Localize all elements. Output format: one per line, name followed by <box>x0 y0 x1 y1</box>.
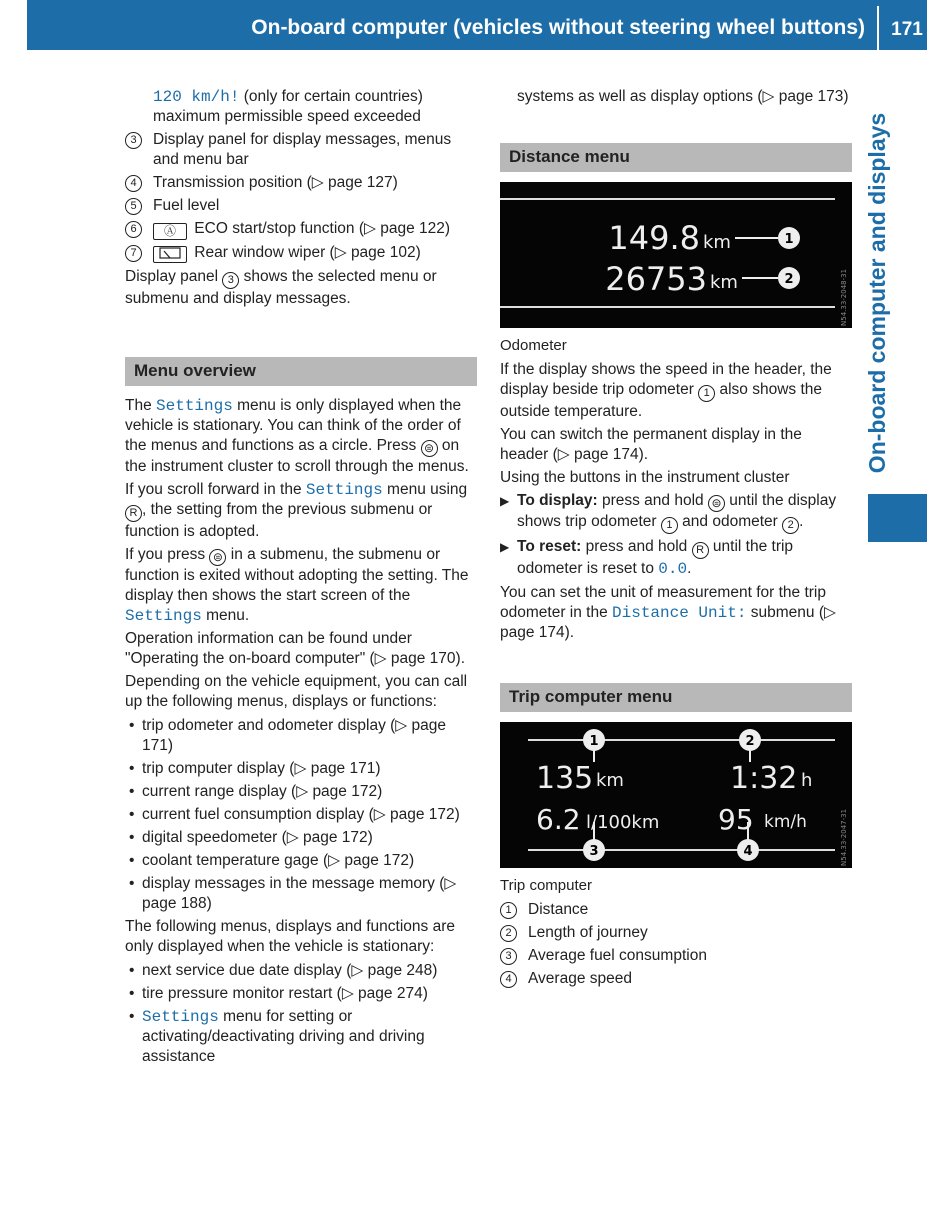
eco-start-stop-icon: Ⓐ <box>153 223 187 240</box>
chapter-tab-label: On-board computer and displays <box>864 112 890 473</box>
callout-number: 3 <box>589 844 599 859</box>
list-item: 4 Transmission position (▷ page 127) <box>125 173 477 193</box>
list-item: 5 Fuel level <box>125 196 477 216</box>
trip-computer-heading: Trip computer menu <box>500 683 852 712</box>
list-item: • current range display (▷ page 172) <box>125 782 477 802</box>
list-item: 4 Average speed <box>500 969 852 989</box>
avg-consumption-value: 6.2 <box>536 803 581 836</box>
list-item: • trip odometer and odometer display (▷ page 171) <box>125 716 477 756</box>
chapter-tab <box>862 100 892 485</box>
list-item: • digital speedometer (▷ page 172) <box>125 828 477 848</box>
list-item: • tire pressure monitor restart (▷ page 274) <box>125 984 477 1004</box>
callout-number: 4 <box>743 844 753 859</box>
intro-paragraph: 120 km/h! (only for certain countries) maximum permissible speed exceeded <box>153 88 423 125</box>
callout-number: 2 <box>784 272 794 287</box>
figure-code: N54.33-2048-31 <box>840 268 848 326</box>
paragraph: systems as well as display options (▷ page 173) <box>517 88 849 105</box>
total-odometer-value: 26753 <box>605 260 707 298</box>
list-item: • next service due date display (▷ page 248) <box>125 961 477 981</box>
reset-button-icon: R <box>692 542 709 559</box>
total-odometer-unit: km <box>710 272 738 293</box>
avg-speed-value: 95 <box>718 803 754 836</box>
speed-warning-text: 120 km/h! <box>153 88 240 106</box>
callout-number: 7 <box>125 245 142 262</box>
paragraph: If you scroll forward in the Settings menu using R , the setting from the previous submenu or function is adopted. <box>125 481 468 540</box>
trip-odometer-unit: km <box>703 232 731 253</box>
figure-caption: Trip computer <box>500 877 592 894</box>
list-item: • trip computer display (▷ page 171) <box>125 759 477 779</box>
paragraph: If you press ⊜ in a submenu, the submenu or function is exited without adopting the setting. The display then shows the start screen of the Settings menu. <box>125 546 469 625</box>
reset-button-icon: R <box>125 505 142 522</box>
rear-wiper-icon <box>153 246 187 263</box>
callout-number: 3 <box>125 132 142 149</box>
paragraph: You can switch the permanent display in the header (▷ page 174). <box>500 426 802 463</box>
trip-distance-value: 135 <box>536 761 594 796</box>
figure-caption: Odometer <box>500 337 567 354</box>
list-item: • Settings menu for setting or activating/deactivating driving and driving assistance <box>125 1007 477 1067</box>
list-item: • display messages in the message memory (▷ page 188) <box>125 874 477 914</box>
avg-speed-unit: km/h <box>764 812 807 832</box>
panel-paragraph: Display panel 3 shows the selected menu or submenu and display messages. <box>125 268 437 307</box>
paragraph: Using the buttons in the instrument cluster <box>500 469 790 486</box>
callout-number: 1 <box>784 232 794 247</box>
list-item: 1 Distance <box>500 900 852 920</box>
menu-list <box>125 716 477 914</box>
avg-consumption-unit: l/100km <box>586 812 660 833</box>
page-number: 171 <box>891 19 923 40</box>
page-title: On-board computer (vehicles without steering wheel buttons) <box>251 16 865 39</box>
list-item: • current fuel consumption display (▷ page 172) <box>125 805 477 825</box>
paragraph: The following menus, displays and functions are only displayed when the vehicle is stationary: <box>125 918 455 955</box>
menu-overview-heading: Menu overview <box>125 357 477 386</box>
trip-computer-display-image <box>500 722 852 868</box>
callout-number: 2 <box>745 734 755 749</box>
callout-number: 1 <box>589 734 599 749</box>
trip-odometer-value: 149.8 <box>608 219 700 257</box>
menu-button-icon: ⊜ <box>708 495 725 512</box>
list-item: 2 Length of journey <box>500 923 852 943</box>
right-column <box>500 87 852 992</box>
callout-number: 4 <box>125 175 142 192</box>
callout-number: 5 <box>125 198 142 215</box>
trip-distance-unit: km <box>596 770 624 791</box>
trip-time-value: 1:32 <box>730 761 798 796</box>
list-item: 3 Display panel for display messages, menus and menu bar <box>125 130 477 170</box>
list-item: 3 Average fuel consumption <box>500 946 852 966</box>
menu-button-icon: ⊜ <box>421 440 438 457</box>
paragraph: Operation information can be found under "Operating the on-board computer" (▷ page 170). <box>125 630 466 667</box>
list-item: 7 Rear window wiper (▷ page 102) <box>125 243 477 263</box>
trip-time-unit: h <box>801 770 813 791</box>
callout-number: 6 <box>125 221 142 238</box>
instruction-step: ▶ To display: press and hold ⊜ until the display shows trip odometer 1 and odometer 2 . <box>500 491 852 534</box>
instruction-step: ▶ To reset: press and hold R until the trip odometer is reset to 0.0. <box>500 537 852 579</box>
stationary-list <box>125 961 477 1067</box>
odometer-display-image <box>500 182 852 328</box>
paragraph: You can set the unit of measurement for the trip odometer in the Distance Unit: submenu (▷ page 174). <box>500 584 836 641</box>
left-column <box>125 87 477 1070</box>
paragraph: The Settings menu is only displayed when the vehicle is stationary. You can think of the order of the menus and functions as a circle. Press ⊜ on the instrument cluster to scroll through the menus. <box>125 397 469 475</box>
menu-button-icon: ⊜ <box>209 549 226 566</box>
paragraph: Depending on the vehicle equipment, you can call up the following menus, displays or functions: <box>125 673 468 710</box>
list-item: 6 Ⓐ ECO start/stop function (▷ page 122) <box>125 219 477 240</box>
figure-code: N54.33-2047-31 <box>840 808 848 866</box>
list-item: • coolant temperature gage (▷ page 172) <box>125 851 477 871</box>
chapter-tab-marker <box>868 494 927 542</box>
distance-menu-heading: Distance menu <box>500 143 852 172</box>
paragraph: If the display shows the speed in the header, the display beside trip odometer 1 also shows the outside temperature. <box>500 361 832 420</box>
header-bar <box>27 0 927 50</box>
